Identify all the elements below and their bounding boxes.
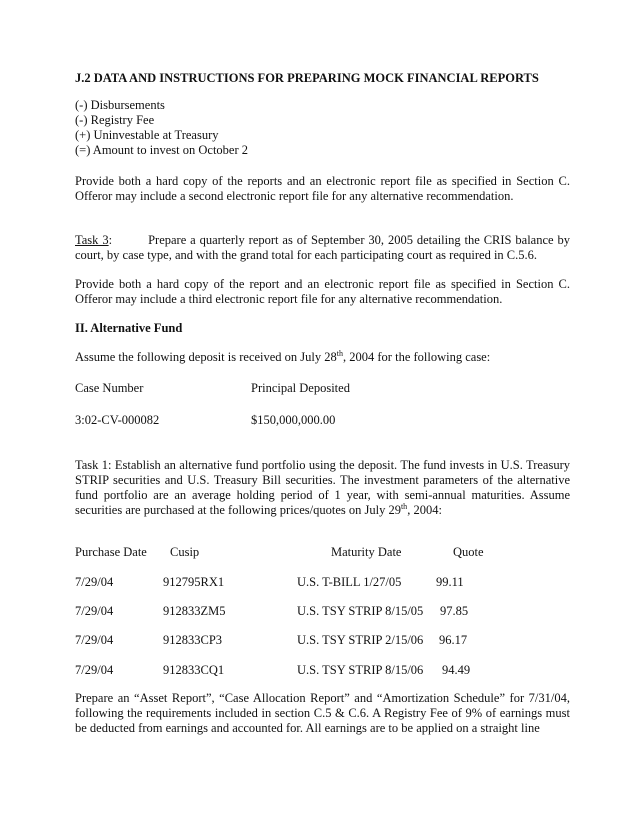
table-row-1-date: 7/29/04 — [75, 575, 114, 589]
calc-line-registry-fee: (-) Registry Fee — [75, 113, 155, 127]
task1-sup: th — [400, 501, 408, 511]
table-row-1-quote: 99.11 — [436, 575, 464, 589]
report-paragraph: Provide both a hard copy of the report and an electronic report file as specified in Section C. Offeror may include a third electronic report file for any alternative recommendation. — [75, 277, 570, 306]
quote-header: Quote — [453, 545, 484, 559]
table-row-1-cusip: 912795RX1 — [163, 575, 225, 589]
table-row-3-quote: 96.17 — [439, 633, 468, 647]
alternative-fund-heading: II. Alternative Fund — [75, 321, 183, 335]
task1-tail: , 2004: — [407, 503, 442, 517]
table-row-4-cusip: 912833CQ1 — [163, 663, 225, 677]
table-row-2-cusip: 912833ZM5 — [163, 604, 226, 618]
deposit-intro-sup: th — [336, 348, 344, 358]
table-row-4-maturity: U.S. TSY STRIP 8/15/06 — [297, 663, 424, 677]
section-heading: J.2 DATA AND INSTRUCTIONS FOR PREPARING MOCK FINANCIAL REPORTS — [75, 71, 539, 85]
deposit-intro — [75, 350, 490, 365]
task3-label: Task 3 — [75, 233, 109, 247]
calc-line-uninvestable: (+) Uninvestable at Treasury — [75, 128, 219, 142]
calc-line-amount-to-invest: (=) Amount to invest on October 2 — [75, 143, 248, 157]
task3-colon: : — [108, 233, 113, 247]
task1-paragraph — [75, 458, 570, 518]
cusip-header: Cusip — [170, 545, 200, 559]
reports-paragraph: Provide both a hard copy of the reports and an electronic report file as specified in Section C. Offeror may include a second electronic report file for any alternative recommendation. — [75, 174, 570, 203]
principal-deposited-header: Principal Deposited — [251, 381, 350, 395]
task1-text: Task 1: Establish an alternative fund portfolio using the deposit. The fund invests in U.S. Treasury STRIP securities and U.S. Treasury Bill securities. The investment parameters of the alternative fund portfolio are an average holding period of 1 year, with semi-annual maturities. Assume securities are purchased at the following prices/quotes on July 29 — [75, 458, 570, 517]
maturity-date-header: Maturity Date — [331, 545, 402, 559]
deposit-intro-text: Assume the following deposit is received on July 28 — [75, 350, 337, 364]
case-number-value: 3:02-CV-000082 — [75, 413, 160, 427]
case-number-header: Case Number — [75, 381, 144, 395]
final-paragraph: Prepare an “Asset Report”, “Case Allocation Report” and “Amortization Schedule” for 7/31/04, following the requirements included in section C.5 & C.6. A Registry Fee of 9% of earnings must be deducted from earnings and accounted for. All earnings are to be applied on a straight line — [75, 691, 570, 735]
table-row-4-date: 7/29/04 — [75, 663, 114, 677]
purchase-date-header: Purchase Date — [75, 545, 147, 559]
table-row-4-quote: 94.49 — [442, 663, 471, 677]
table-row-3-maturity: U.S. TSY STRIP 2/15/06 — [297, 633, 424, 647]
table-row-3-cusip: 912833CP3 — [163, 633, 223, 647]
task3-paragraph — [75, 233, 570, 263]
calc-line-disbursements: (-) Disbursements — [75, 98, 165, 112]
table-row-2-maturity: U.S. TSY STRIP 8/15/05 — [297, 604, 424, 618]
table-row-2-quote: 97.85 — [440, 604, 469, 618]
principal-deposited-value: $150,000,000.00 — [251, 413, 336, 427]
table-row-3-date: 7/29/04 — [75, 633, 114, 647]
deposit-intro-tail: , 2004 for the following case: — [343, 350, 491, 364]
table-row-1-maturity: U.S. T-BILL 1/27/05 — [297, 575, 402, 589]
table-row-2-date: 7/29/04 — [75, 604, 114, 618]
task3-text: Prepare a quarterly report as of September 30, 2005 detailing the CRIS balance by court, by case type, and with the grand total for each participating court as required in C.5.6. — [75, 233, 570, 262]
